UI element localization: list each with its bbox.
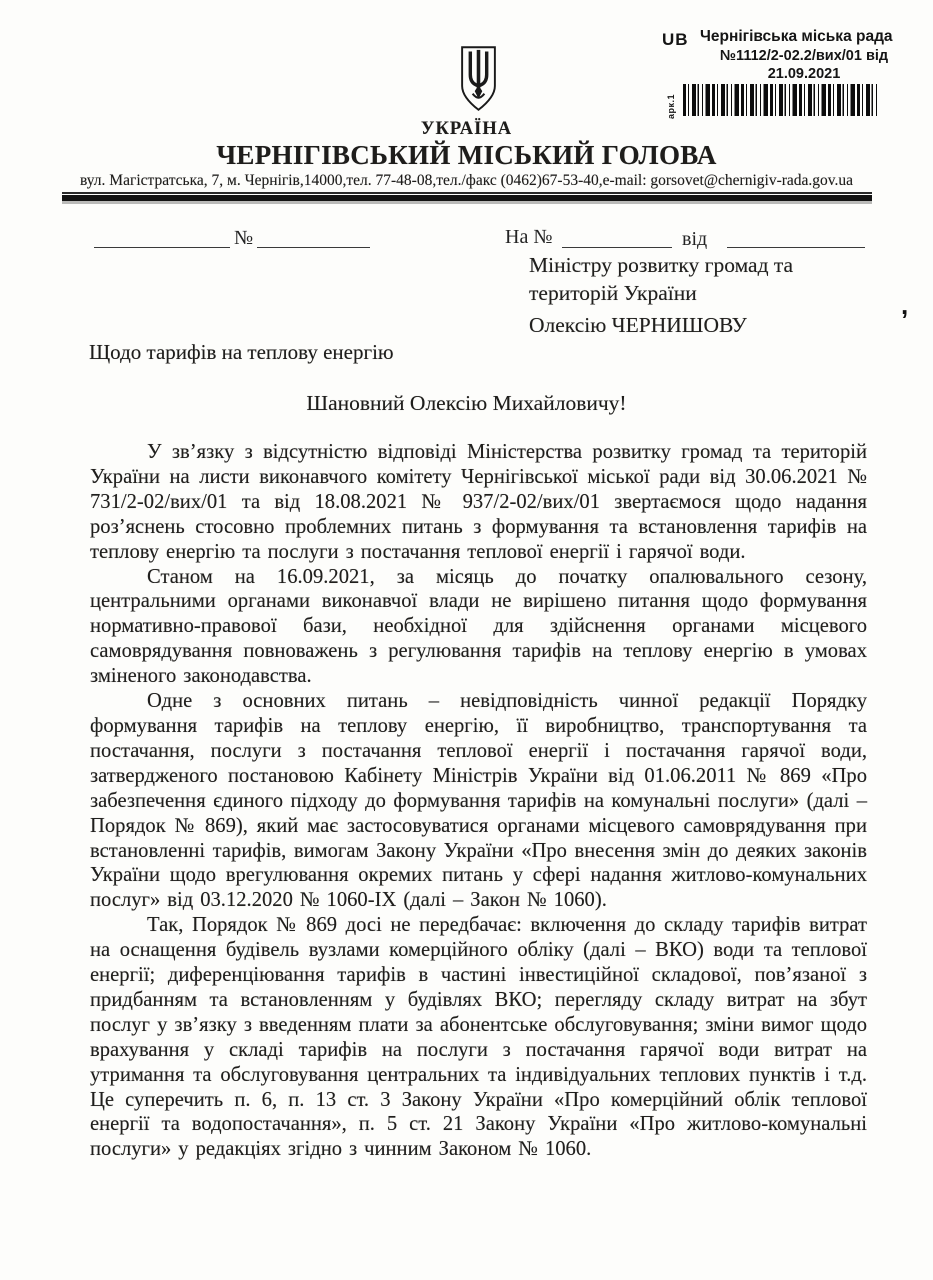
letter-body bbox=[90, 440, 867, 1162]
registration-stamp bbox=[636, 24, 932, 120]
addressee-line-2: територій України bbox=[529, 281, 697, 305]
addressee-name: Олексію ЧЕРНИШОВУ bbox=[529, 313, 747, 337]
salutation: Шановний Олексію Михайловичу! bbox=[306, 391, 627, 415]
header-divider-thin bbox=[62, 192, 872, 194]
country-name: УКРАЇНА bbox=[420, 119, 513, 139]
ukraine-trident-emblem bbox=[455, 45, 502, 112]
addressee-line-1: Міністру розвитку громад та bbox=[529, 253, 794, 277]
stamp-organization: Чернігівська міська рада bbox=[700, 28, 893, 45]
header-divider-thick bbox=[62, 195, 872, 201]
reply-to-number-blank bbox=[562, 247, 672, 248]
trident-icon bbox=[455, 45, 502, 112]
body-paragraph-1: У зв’язку з відсутністю відповіді Міністерства розвитку громад та територій України на листи виконавчого комітету Чернігівської міської ради від 30.06.2021 № 731/2-02/вих/01 та від 18.08.2021 № 937/2-02/вих/01 звертаємося щодо надання роз’яснень стосовно проблемних питань з формування та встановлення тарифів на теплову енергію та послуги з постачання теплової енергії і гарячої води. bbox=[90, 441, 867, 563]
body-paragraph-3: Одне з основних питань – невідповідність чинної редакції Порядку формування тарифів на теплову енергію, її виробництво, транспортування та постачання, послуги з постачання теплової енергії і постачання гарячої води, затвердженого постановою Кабінету Міністрів України від 01.06.2011 № 869 «Про забезпечення єдиного підходу до формування тарифів на комунальні послуги» (далі – Порядок № 869), який має застосовуватися органами місцевого самоврядування при встановленні тарифів, вимогам Закону України «Про внесення змін до деяких законів України щодо врегулювання окремих питань у сфері надання житлово-комунальних послуг» від 03.12.2020 № 1060-IX (далі – Закон № 1060). bbox=[90, 690, 867, 912]
body-paragraph-4: Так, Порядок № 869 досі не передбачає: включення до складу тарифів витрат на оснащення будівель вузлами комерційного обліку (далі – ВКО) води та теплової енергії; диференціювання тарифів в частині інвестиційної складової, пов’язаної з придбанням та встановленням у будівлях ВКО; перегляду складу витрат на збут послуг у зв’язку з введенням плати за абонентське обслуговування; зміни вимог щодо врахування у складі тарифів на послуги з постачання гарячої води витрат на утримання та обслуговування центральних та індивідуальних теплових пунктів і т.д. Це суперечить п. 6, п. 13 ст. 3 Закону України «Про комерційний облік теплової енергії та водопостачання», п. 5 ст. 21 Закону України «Про житлово-комунальні послуги» у редакціях згідно з чинним Законом № 1060. bbox=[90, 914, 867, 1161]
reply-from-date-label: від bbox=[682, 228, 708, 250]
barcode bbox=[683, 84, 879, 116]
reply-to-number-label: На № bbox=[505, 226, 553, 248]
stamp-registration-number: №1112/2-02.2/вих/01 від bbox=[719, 48, 889, 64]
address-line: вул. Магістратська, 7, м. Чернігів,14000,тел. 77-48-08,тел./факс (0462)67-53-40,e-mail: gorsovet@chernigiv-rada.gov.ua bbox=[79, 172, 854, 189]
stamp-sheet-label: арк.1 bbox=[666, 93, 676, 119]
stamp-date: 21.09.2021 bbox=[767, 66, 841, 82]
outgoing-date-blank bbox=[94, 247, 230, 248]
stamp-code: UB bbox=[662, 30, 689, 49]
organization-title: ЧЕРНІГІВСЬКИЙ МІСЬКИЙ ГОЛОВА bbox=[216, 140, 717, 170]
reply-from-date-blank bbox=[727, 247, 865, 248]
outgoing-number-blank bbox=[257, 247, 370, 248]
addressee-block bbox=[529, 251, 793, 339]
body-paragraph-2: Станом на 16.09.2021, за місяць до початку опалювального сезону, центральними органами виконавчої влади не вирішено питання щодо формування нормативно-правової бази, необхідної для здійснення органами місцевого самоврядування повноважень з регулювання тарифів на теплову енергію в умовах зміненого законодавства. bbox=[90, 565, 867, 688]
scan-artifact-mark: , bbox=[901, 290, 909, 320]
outgoing-number-label: № bbox=[234, 227, 254, 249]
subject-line: Щодо тарифів на теплову енергію bbox=[89, 340, 394, 364]
address-row bbox=[0, 172, 933, 191]
